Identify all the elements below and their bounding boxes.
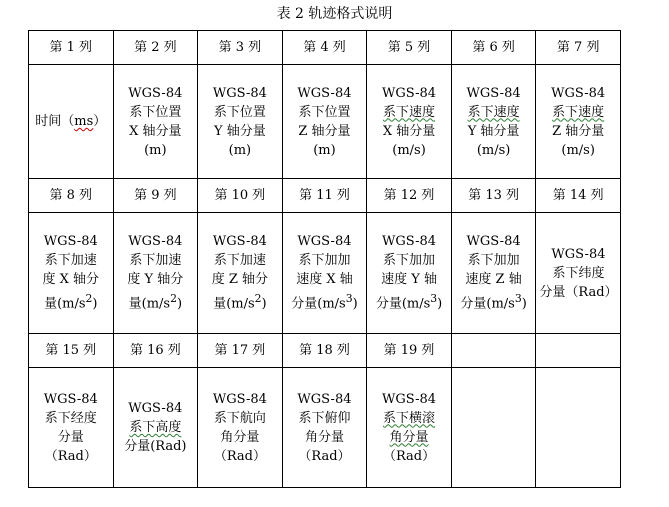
description-line: WGS-84 (128, 401, 183, 416)
table-header-row (29, 31, 621, 65)
description-line: 系下位置 (298, 104, 351, 120)
column-header: 第 6 列 (451, 31, 536, 65)
column-description (451, 65, 536, 179)
description-line: ) (176, 296, 183, 312)
description-line: 量(m/s (44, 296, 86, 312)
description-line: ) (92, 296, 98, 312)
description-line: 系下位置 (129, 104, 182, 120)
empty-cell (536, 368, 621, 488)
superscript: 3 (430, 292, 438, 306)
description-line: ms (74, 114, 94, 129)
description-line: 分量(m/s (375, 296, 431, 312)
description-line: （Rad） (44, 448, 97, 464)
column-description (367, 368, 452, 488)
description-line: ) (352, 296, 358, 312)
description-line: ) (261, 296, 267, 312)
trajectory-format-table (28, 30, 621, 488)
column-description (29, 65, 114, 179)
description-line: (m/s) (476, 142, 511, 158)
column-description (198, 368, 283, 488)
column-description (367, 213, 452, 334)
table-caption: 表 2 轨迹格式说明 (276, 6, 393, 22)
description-line: WGS-84 (381, 234, 437, 250)
description-line: WGS-84 (212, 391, 267, 407)
description-text (376, 232, 442, 313)
description-line: 系下加加 (467, 253, 520, 269)
description-line: 角分量 (304, 429, 344, 445)
column-description (367, 65, 452, 179)
description-text (124, 399, 186, 456)
description-line: Y 轴分量 (467, 123, 520, 139)
description-line: (m) (313, 142, 336, 158)
description-line: X 轴分量 (382, 123, 436, 139)
column-description (282, 65, 367, 179)
column-description (282, 368, 367, 488)
description-text (44, 390, 98, 466)
superscript: 2 (254, 292, 262, 306)
description-line: 系下位置 (213, 104, 266, 120)
description-line: 角分量 (220, 429, 260, 445)
description-line: WGS-84 (551, 246, 606, 262)
table-row (29, 213, 621, 334)
description-line: 速度 Z 轴 (465, 272, 522, 288)
description-line: 分量（Rad） (539, 284, 618, 300)
table-header-row (29, 334, 621, 368)
column-header: 第 16 列 (113, 334, 198, 368)
description-text (43, 232, 100, 313)
description-line: ) (437, 296, 443, 312)
column-header: 第 14 列 (536, 179, 621, 213)
empty-cell (451, 334, 536, 368)
description-text (382, 84, 436, 160)
column-header: 第 17 列 (198, 334, 283, 368)
description-line: Y 轴分量 (214, 123, 266, 139)
column-header: 第 5 列 (367, 31, 452, 65)
description-line: (m) (144, 142, 167, 158)
description-line: 系下纬度 (552, 265, 605, 281)
description-text (467, 84, 521, 160)
description-line: 系下速度 (383, 104, 436, 120)
description-line: 度 Z 轴分 (211, 272, 269, 288)
column-description (198, 65, 283, 179)
description-line: WGS-84 (43, 391, 98, 407)
description-line: 度 Y 轴分 (127, 272, 184, 288)
description-text (460, 232, 526, 313)
superscript: 2 (170, 292, 177, 306)
description-line: 度 X 轴分 (42, 272, 100, 288)
column-header: 第 10 列 (198, 179, 283, 213)
description-text (35, 112, 106, 131)
description-line: (m/s) (392, 142, 426, 158)
description-line: 系下航向 (213, 410, 266, 426)
table-row (29, 65, 621, 179)
column-description (536, 213, 621, 334)
description-line: WGS-84 (212, 85, 267, 101)
description-text (127, 232, 183, 313)
description-text (213, 390, 267, 466)
description-line: WGS-84 (297, 234, 352, 250)
description-line: 系下加速 (129, 253, 182, 269)
column-header: 第 13 列 (451, 179, 536, 213)
table-header-row (29, 179, 621, 213)
description-line: 角分量 (389, 429, 429, 445)
description-line: 系下加加 (383, 253, 436, 269)
description-line: WGS-84 (466, 234, 521, 250)
description-line: WGS-84 (297, 85, 352, 101)
description-line: （Rad） (382, 448, 436, 464)
description-line: WGS-84 (128, 234, 183, 250)
description-line: Z 轴分量 (298, 123, 351, 139)
column-header: 第 4 列 (282, 31, 367, 65)
description-text (297, 84, 351, 160)
description-line: 系下速度 (552, 104, 605, 120)
column-header: 第 8 列 (29, 179, 114, 213)
description-line: 速度 X 轴 (296, 272, 353, 288)
description-line: 分量(m/s (460, 296, 515, 312)
description-line: 系下经度 (44, 410, 97, 426)
description-line: 分量(m/s (291, 296, 346, 312)
column-description (29, 213, 114, 334)
description-text (297, 390, 351, 466)
empty-cell (451, 368, 536, 488)
description-line: (m) (228, 142, 252, 158)
description-line: 分量 (57, 429, 84, 445)
description-text (382, 390, 436, 466)
description-line: WGS-84 (128, 85, 183, 101)
superscript: 3 (345, 292, 353, 306)
description-line: 分量(Rad) (124, 439, 187, 454)
description-line: 系下横滚 (383, 410, 436, 426)
column-description (113, 213, 198, 334)
column-header: 第 15 列 (29, 334, 114, 368)
column-header: 第 9 列 (113, 179, 198, 213)
description-line: ) (521, 296, 527, 312)
column-description (451, 213, 536, 334)
column-header: 第 1 列 (29, 31, 114, 65)
empty-cell (536, 334, 621, 368)
description-text (128, 84, 182, 160)
description-text (551, 84, 605, 160)
column-header: 第 2 列 (113, 31, 198, 65)
description-line: WGS-84 (212, 234, 267, 250)
description-line: (m/s) (561, 142, 595, 158)
description-line: WGS-84 (381, 391, 437, 407)
description-line: 系下加加 (298, 253, 351, 269)
column-description (536, 65, 621, 179)
description-line: 量(m/s (213, 296, 255, 312)
description-line: WGS-84 (43, 234, 98, 250)
description-line: 系下俯仰 (298, 410, 351, 426)
description-line: WGS-84 (466, 85, 521, 101)
table-row (29, 368, 621, 488)
description-line: 系下加速 (213, 253, 266, 269)
column-description (29, 368, 114, 488)
description-text (539, 245, 617, 302)
description-line: WGS-84 (551, 85, 606, 101)
description-line: 时间（ (35, 114, 75, 129)
description-line: WGS-84 (381, 85, 437, 101)
column-header: 第 7 列 (536, 31, 621, 65)
description-line: 系下加速 (44, 253, 97, 269)
description-line: 系下速度 (467, 104, 520, 120)
description-text (212, 232, 268, 313)
description-line: 速度 Y 轴 (381, 272, 437, 288)
description-line: Z 轴分量 (552, 123, 605, 139)
column-description (113, 368, 198, 488)
description-line: 量(m/s (128, 296, 171, 312)
column-description (282, 213, 367, 334)
superscript: 3 (514, 292, 522, 306)
description-line: （Rad） (298, 448, 351, 464)
column-header: 第 19 列 (367, 334, 452, 368)
superscript: 2 (85, 292, 93, 306)
column-description (113, 65, 198, 179)
column-header: 第 11 列 (282, 179, 367, 213)
description-line: WGS-84 (297, 391, 352, 407)
column-description (198, 213, 283, 334)
column-header: 第 18 列 (282, 334, 367, 368)
column-header: 第 12 列 (367, 179, 452, 213)
description-text (291, 232, 357, 313)
column-header: 第 3 列 (198, 31, 283, 65)
description-line: （Rad） (213, 448, 266, 464)
description-line: ） (93, 114, 107, 129)
description-line: 系下高度 (129, 420, 182, 435)
description-text (213, 84, 267, 160)
description-line: X 轴分量 (129, 123, 182, 139)
